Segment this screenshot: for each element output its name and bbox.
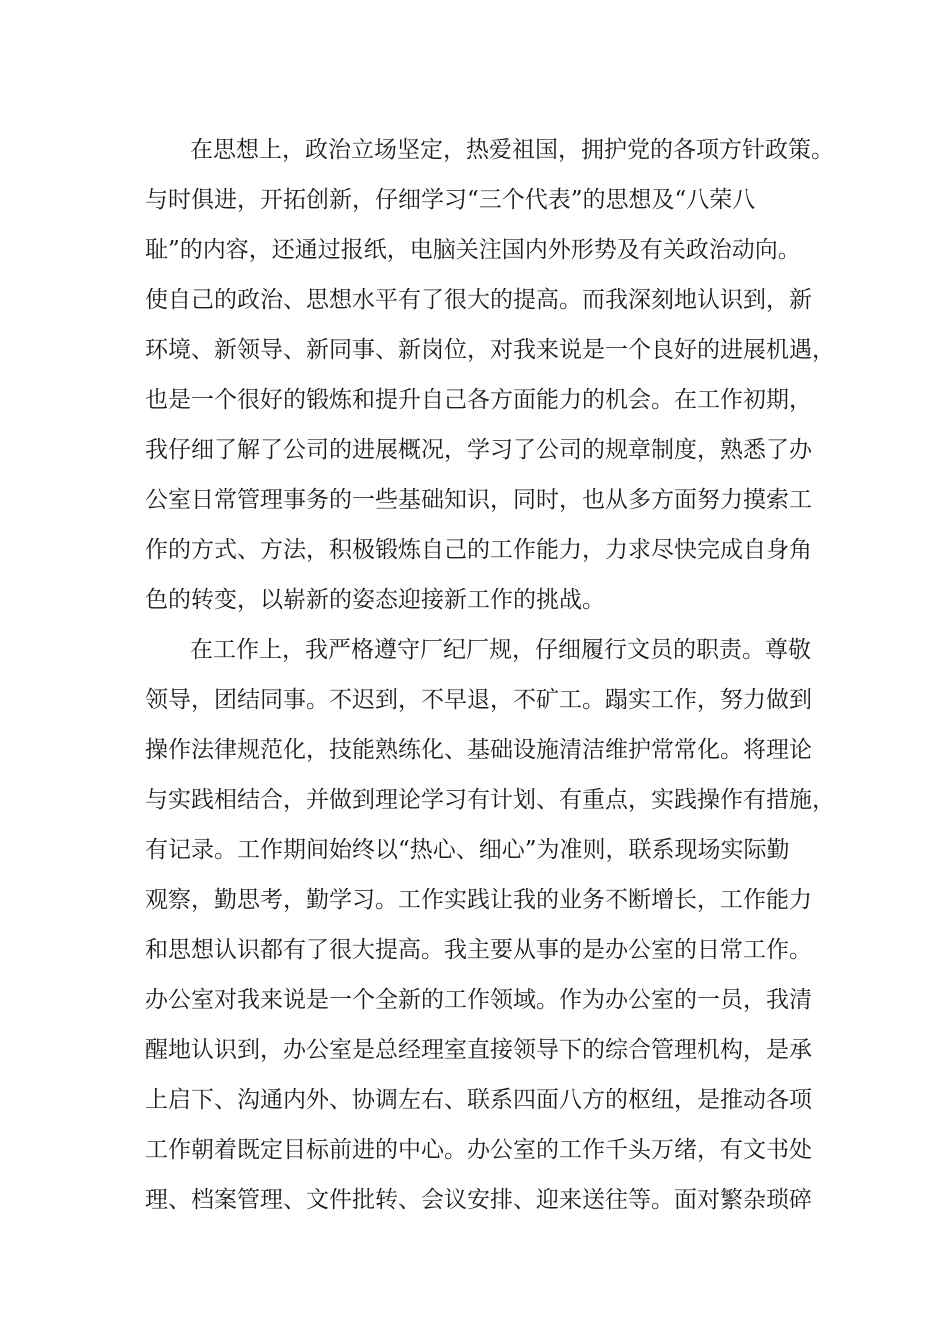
paragraph-2-line-8: 办公室对我来说是一个全新的工作领域。作为办公室的一员，我清 bbox=[145, 987, 812, 1013]
paragraph-1-line-5: 环境、新领导、新同事、新岗位，对我来说是一个良好的进展机遇， bbox=[145, 337, 835, 363]
paragraph-2-line-11: 工作朝着既定目标前进的中心。办公室的工作千头万绪，有文书处 bbox=[145, 1137, 812, 1163]
paragraph-2-line-7: 和思想认识都有了很大提高。我主要从事的是办公室的日常工作。 bbox=[145, 937, 812, 963]
paragraph-1-line-10: 色的转变，以崭新的姿态迎接新工作的挑战。 bbox=[145, 587, 605, 613]
paragraph-1-line-8: 公室日常管理事务的一些基础知识，同时，也从多方面努力摸索工 bbox=[145, 487, 812, 513]
paragraph-2-line-9: 醒地认识到，办公室是总经理室直接领导下的综合管理机构，是承 bbox=[145, 1037, 812, 1063]
paragraph-2-line-10: 上启下、沟通内外、协调左右、联系四面八方的枢纽，是推动各项 bbox=[145, 1087, 812, 1113]
paragraph-1-line-4: 使自己的政治、思想水平有了很大的提高。而我深刻地认识到，新 bbox=[145, 287, 812, 313]
paragraph-2-line-5: 有记录。工作期间始终以“热心、细心”为准则，联系现场实际勤 bbox=[145, 837, 790, 863]
paragraph-2-line-1: 在工作上，我严格遵守厂纪厂规，仔细履行文员的职责。尊敬 bbox=[190, 637, 811, 663]
paragraph-1-line-7: 我仔细了解了公司的进展概况，学习了公司的规章制度，熟悉了办 bbox=[145, 437, 812, 463]
paragraph-1-line-6: 也是一个很好的锻炼和提升自己各方面能力的机会。在工作初期， bbox=[145, 387, 812, 413]
paragraph-2-line-12: 理、档案管理、文件批转、会议安排、迎来送往等。面对繁杂琐碎 bbox=[145, 1187, 812, 1213]
paragraph-1-line-1: 在思想上，政治立场坚定，热爱祖国，拥护党的各项方针政策。 bbox=[190, 137, 834, 163]
paragraph-2-line-4: 与实践相结合，并做到理论学习有计划、有重点，实践操作有措施， bbox=[145, 787, 835, 813]
paragraph-2-line-3: 操作法律规范化，技能熟练化、基础设施清洁维护常常化。将理论 bbox=[145, 737, 812, 763]
paragraph-1-line-9: 作的方式、方法，积极锻炼自己的工作能力，力求尽快完成自身角 bbox=[145, 537, 812, 563]
paragraph-2-line-2: 领导，团结同事。不迟到，不早退，不矿工。蹋实工作，努力做到 bbox=[145, 687, 812, 713]
paragraph-1-line-3: 耻”的内容，还通过报纸，电脑关注国内外形势及有关政治动向。 bbox=[145, 237, 801, 263]
paragraph-2-line-6: 观察，勤思考，勤学习。工作实践让我的业务不断增长，工作能力 bbox=[145, 887, 812, 913]
paragraph-1-line-2: 与时俱进，开拓创新，仔细学习“三个代表”的思想及“八荣八 bbox=[145, 187, 756, 213]
